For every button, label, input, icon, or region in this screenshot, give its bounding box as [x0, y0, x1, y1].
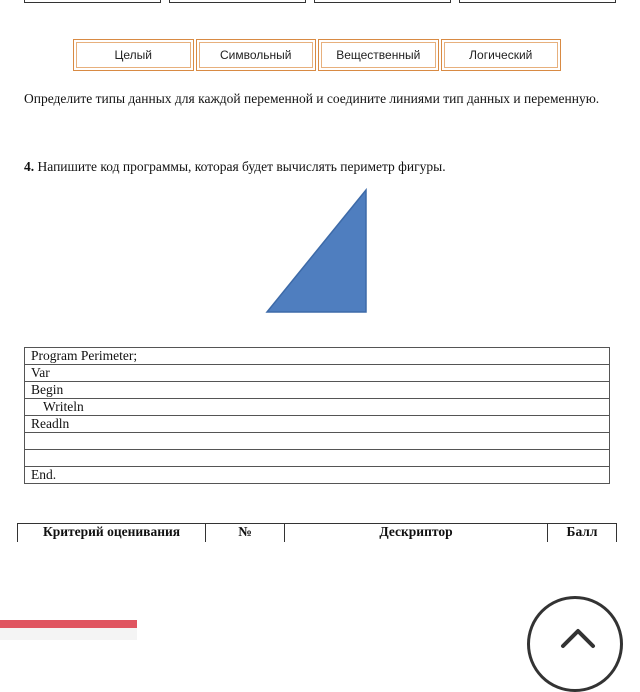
answer-box	[169, 0, 306, 3]
answer-box	[24, 0, 161, 3]
code-line: Begin	[25, 382, 610, 399]
data-type-real: Вещественный	[318, 39, 439, 71]
code-row	[25, 365, 610, 382]
accent-bar	[0, 620, 137, 628]
number-header: №	[206, 524, 285, 543]
code-row	[25, 450, 610, 467]
descriptor-header: Дескриптор	[285, 524, 548, 543]
code-row	[25, 348, 610, 365]
instruction-text: Определите типы данных для каждой переменной и соедините линиями тип данных и переменную.	[24, 91, 600, 106]
task-text: Напишите код программы, которая будет вычислять периметр фигуры.	[34, 159, 446, 174]
chevron-up-icon	[560, 627, 596, 649]
code-row	[25, 416, 610, 433]
code-line: Readln	[25, 416, 610, 433]
code-row	[25, 382, 610, 399]
accent-bar-shadow	[0, 628, 137, 640]
code-line: End.	[25, 467, 610, 484]
right-triangle-shape	[267, 190, 366, 312]
code-line	[25, 433, 610, 450]
code-row	[25, 433, 610, 450]
top-answer-boxes	[24, 0, 616, 4]
data-type-boolean: Логический	[441, 39, 562, 71]
code-row	[25, 399, 610, 416]
scroll-to-top-button[interactable]	[527, 596, 623, 692]
criteria-table	[17, 523, 617, 543]
answer-box	[459, 0, 616, 3]
task-number: 4.	[24, 159, 35, 174]
task-4	[24, 159, 610, 175]
triangle-figure	[264, 188, 370, 315]
code-row	[25, 467, 610, 484]
code-line: Var	[25, 365, 610, 382]
criteria-header: Критерий оценивания	[18, 524, 206, 543]
code-line: Writeln	[25, 399, 610, 416]
score-header: Балл	[548, 524, 617, 543]
code-line	[25, 450, 610, 467]
criteria-header-row	[18, 524, 617, 543]
data-type-char: Символьный	[196, 39, 317, 71]
data-type-integer: Целый	[73, 39, 194, 71]
answer-box	[314, 0, 451, 3]
code-line: Program Perimeter;	[25, 348, 610, 365]
data-types-row	[73, 39, 561, 71]
code-table	[24, 347, 610, 484]
